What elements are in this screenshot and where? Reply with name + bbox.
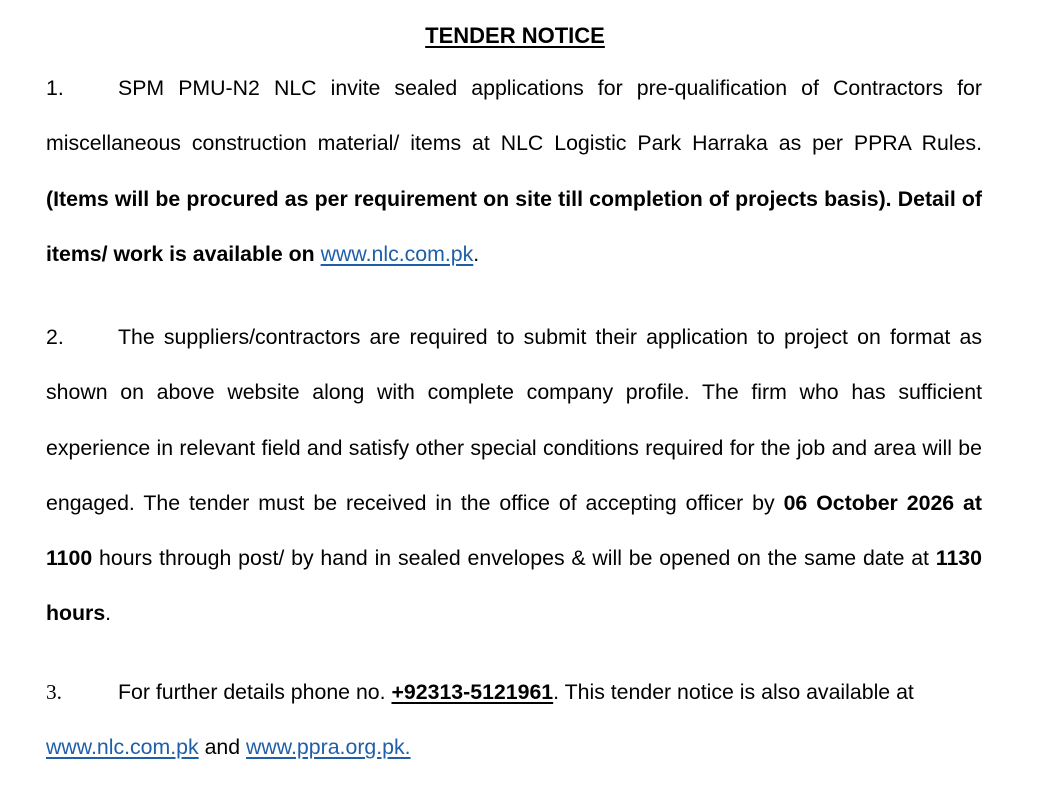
paragraph-2 — [46, 310, 982, 642]
paragraph-2-text: The suppliers/contractors are required to submit their application to project on format as shown on above website along with complete company profile. The firm who has sufficient experience in relevant field and satisfy other special conditions required for the job and area will be engaged. The tender must be received in the office of accepting officer by — [46, 325, 982, 515]
paragraph-3 — [46, 665, 982, 776]
paragraph-3-text-cont: . This tender notice is also available at — [553, 680, 914, 704]
paragraph-2-end: . — [105, 601, 112, 626]
paragraph-2-text-cont: hours through post/ by hand in sealed envelopes & will be opened on the same date at — [92, 546, 936, 571]
paragraph-1 — [46, 61, 982, 282]
paragraph-3-and: and — [198, 735, 247, 760]
paragraph-1-bold-text: (Items will be procured as per requirement on site till completion of projects basis). Detail of items/ work is available on — [46, 186, 982, 266]
paragraph-1-text: SPM PMU-N2 NLC invite sealed applications for pre-qualification of Contractors for miscellaneous construction material/ items at NLC Logistic Park Harraka as per PPRA Rules. — [46, 76, 982, 156]
tender-notice-title: TENDER NOTICE — [425, 23, 605, 48]
paragraph-3-text: For further details phone no. — [118, 680, 392, 704]
paragraph-2-number: 2. — [46, 325, 64, 349]
paragraph-3-number: 3. — [46, 680, 62, 704]
opening-time: 1130 hours — [46, 546, 982, 626]
nlc-website-link-2[interactable]: www.nlc.com.pk — [46, 735, 199, 760]
phone-number: +92313-5121961 — [391, 680, 554, 704]
ppra-website-link[interactable]: www.ppra.org.pk. — [246, 735, 411, 760]
nlc-website-link[interactable]: www.nlc.com.pk — [320, 241, 474, 266]
deadline-date: 06 October 2026 at 1100 — [46, 490, 982, 571]
paragraph-1-number: 1. — [46, 76, 64, 100]
paragraph-1-end: . — [473, 241, 480, 266]
